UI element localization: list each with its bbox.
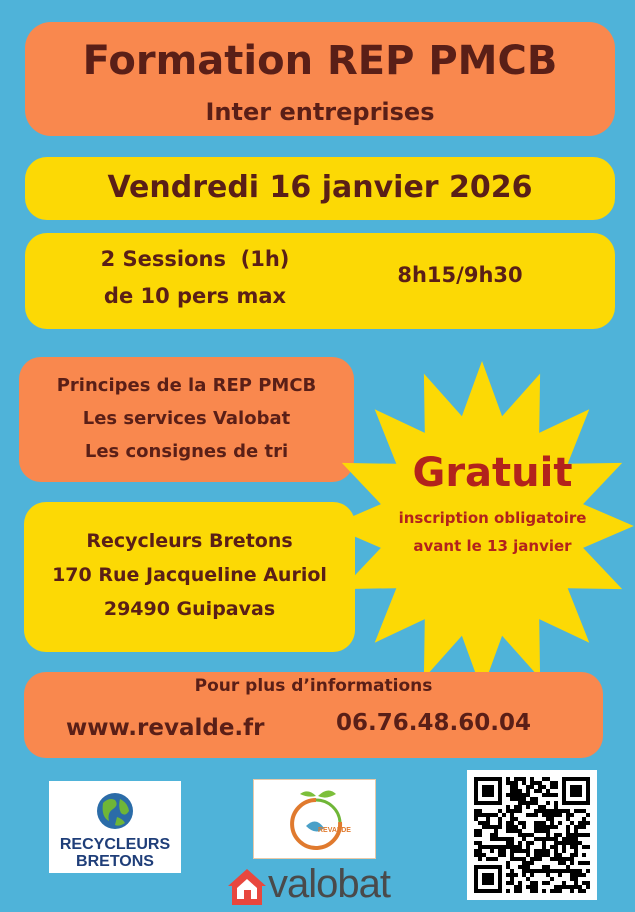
sessions-banner [25, 233, 615, 329]
revalde-logo [253, 779, 376, 859]
starburst-badge [330, 360, 635, 695]
event-date: Vendredi 16 janvier 2026 [107, 170, 533, 205]
topic-item: Principes de la REP PMCB [56, 375, 317, 396]
qr-code[interactable] [467, 770, 597, 900]
info-heading: Pour plus d’informations [194, 676, 433, 696]
page-title: Formation REP PMCB [82, 38, 558, 84]
recycleurs-bretons-logo [49, 781, 181, 873]
promo-headline: Gratuit [412, 450, 573, 496]
venue-name: Recycleurs Bretons [86, 530, 293, 552]
sessions-capacity: de 10 pers max [103, 284, 287, 308]
phone-number[interactable]: 06.76.48.60.04 [336, 710, 531, 736]
revalde-logo-text: REVALDE [318, 827, 351, 834]
info-banner [24, 672, 603, 758]
topic-item: Les consignes de tri [84, 441, 289, 462]
promo-line-2: avant le 13 janvier [413, 537, 572, 555]
venue-city: 29490 Guipavas [103, 598, 276, 620]
address-box [24, 502, 355, 652]
globe-icon [95, 791, 135, 831]
house-icon [226, 866, 268, 908]
sessions-time: 8h15/9h30 [397, 263, 523, 287]
date-banner [25, 157, 615, 220]
topic-item: Les services Valobat [82, 408, 291, 429]
promo-line-1: inscription obligatoire [398, 509, 587, 527]
topics-box [19, 357, 354, 482]
website-link[interactable]: www.revalde.fr [66, 715, 265, 741]
venue-street: 170 Rue Jacqueline Auriol [52, 564, 327, 586]
page-subtitle: Inter entreprises [205, 98, 435, 126]
qr-code-pattern [474, 777, 590, 893]
leaf-circle-icon [286, 786, 346, 852]
logo-text-line1: RECYCLEURS [59, 836, 171, 853]
valobat-logo-text: valobat [268, 862, 390, 906]
logo-text-line2: BRETONS [76, 853, 154, 870]
title-banner [25, 22, 615, 136]
sessions-count: 2 Sessions (1h) [100, 247, 290, 271]
